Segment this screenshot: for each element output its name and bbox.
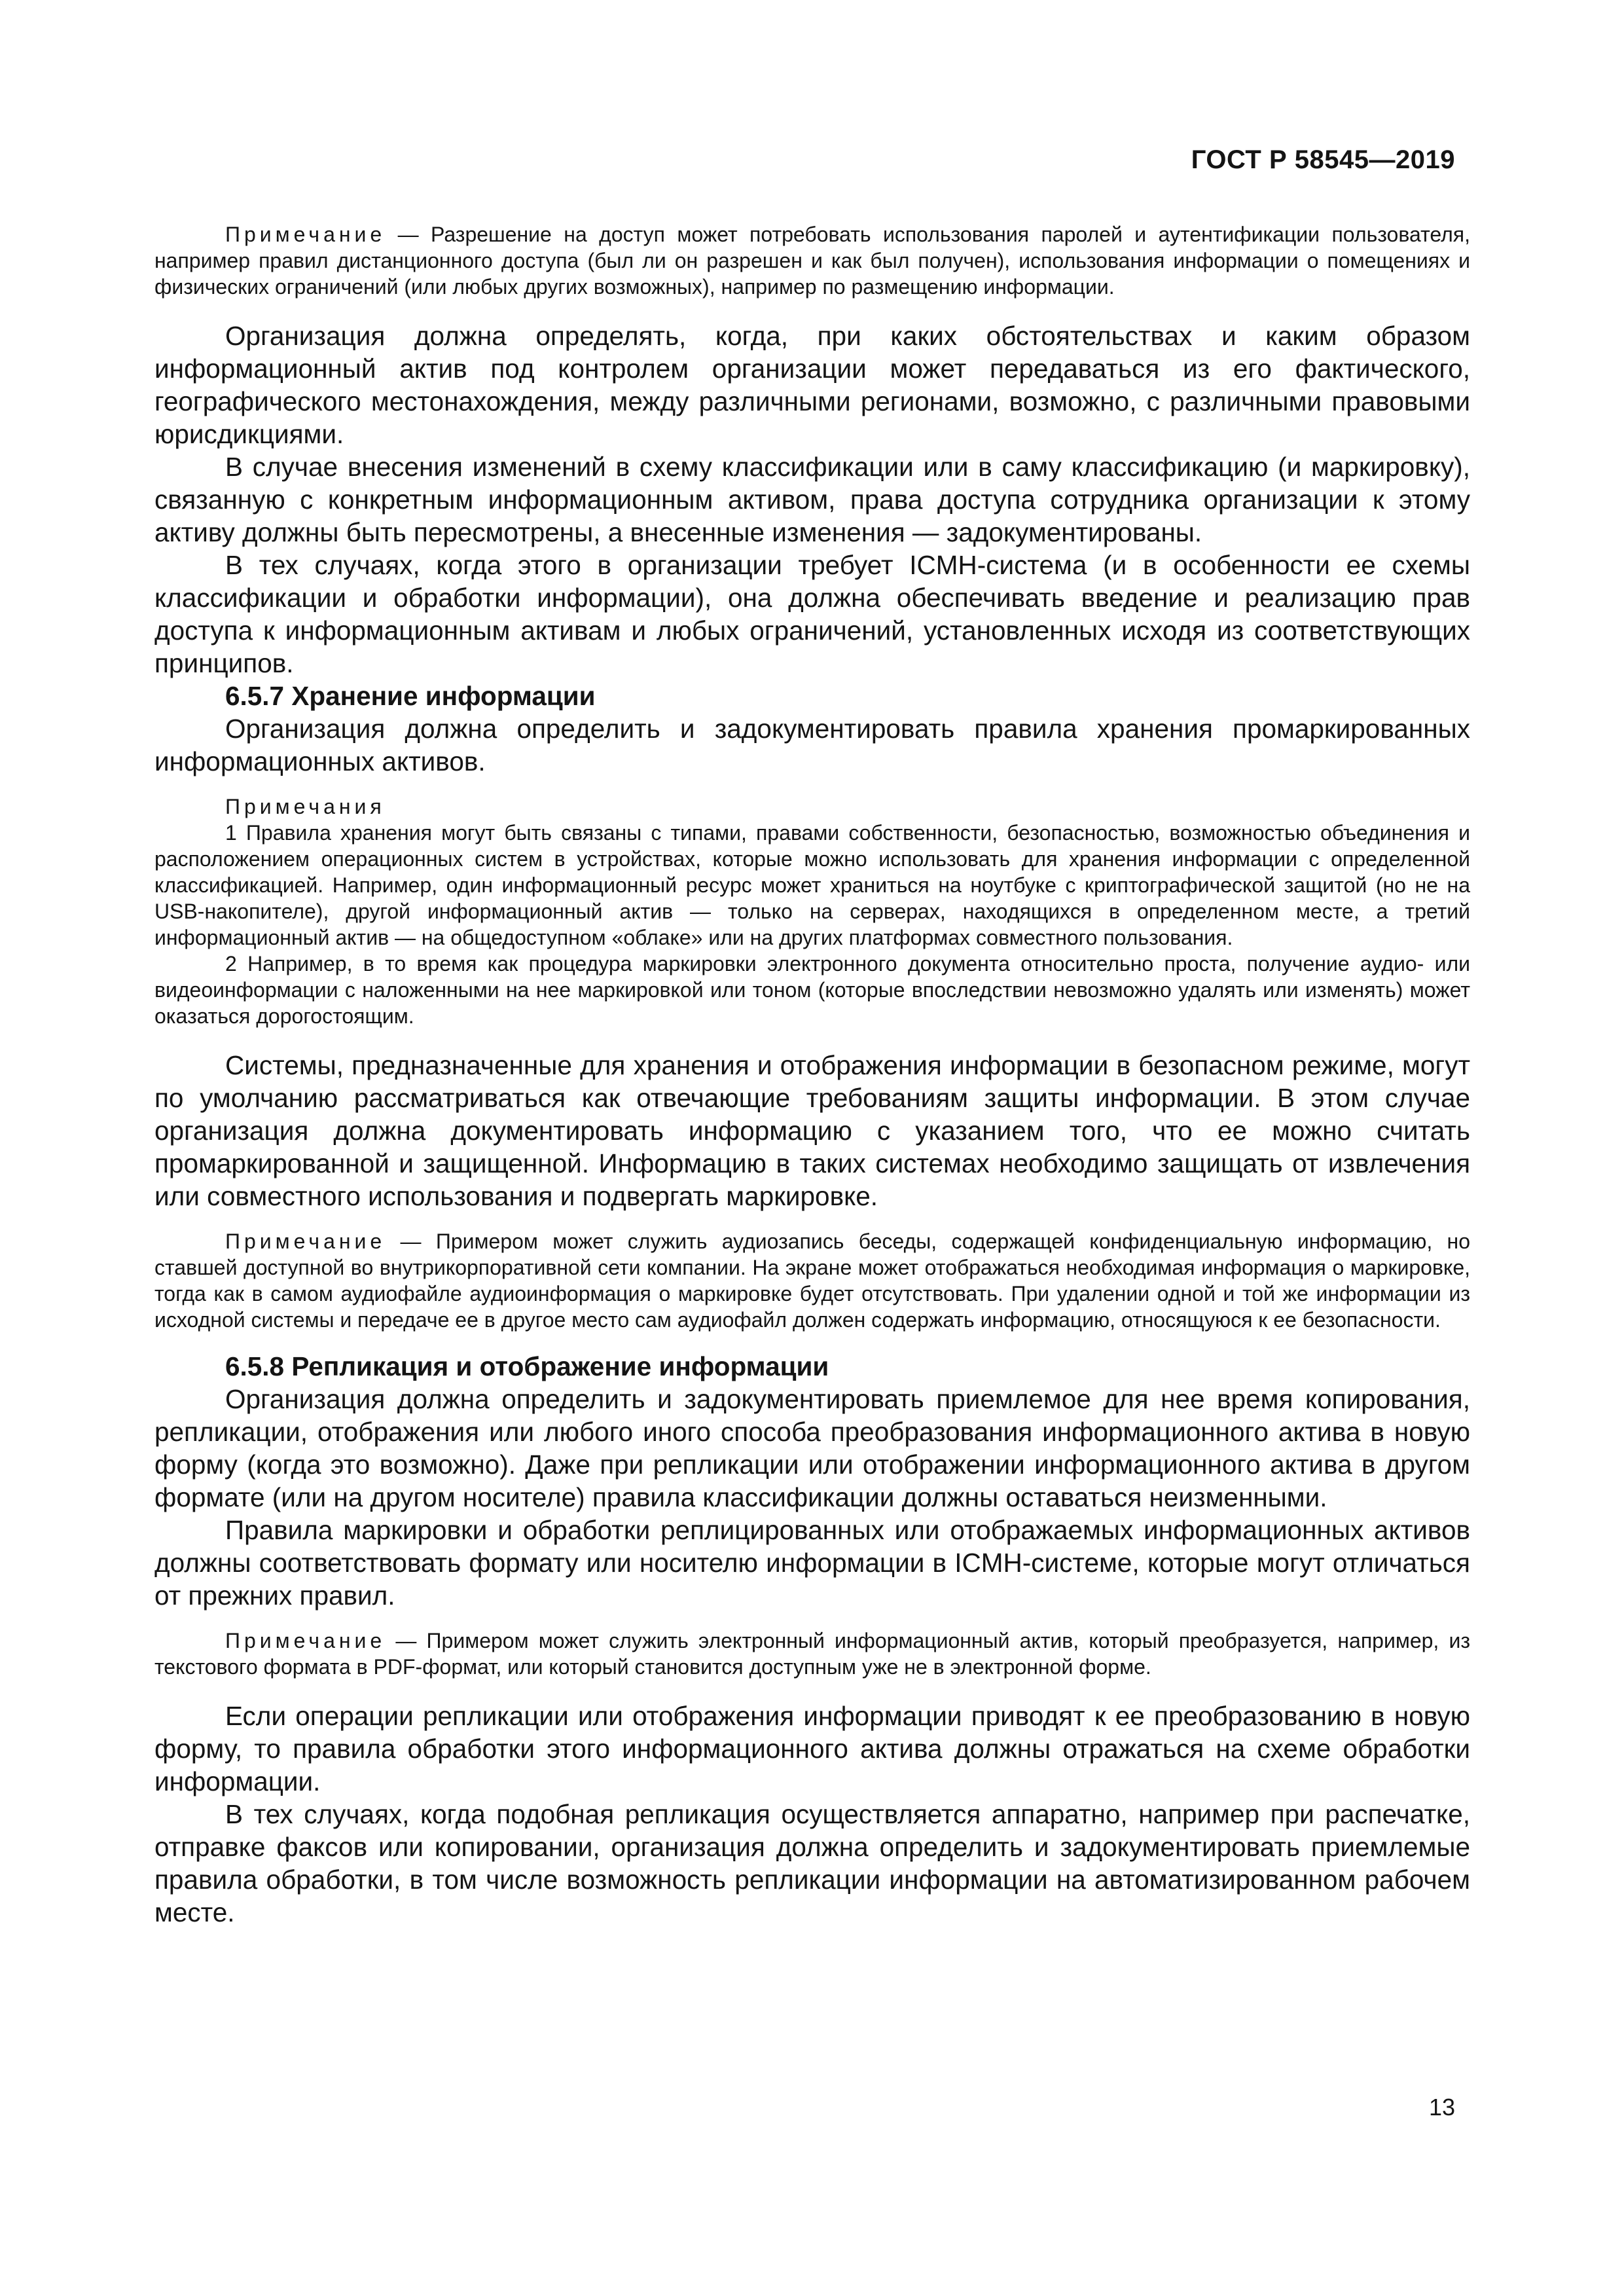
paragraph: Организация должна определить и задокументировать правила хранения промаркированных информационных активов. (154, 714, 1470, 776)
notes-label: Примечания (225, 795, 386, 818)
page-content (154, 221, 1470, 1929)
paragraph: В тех случаях, когда подобная репликация осуществляется аппаратно, например при распечатке, отправке факсов или копировании, организация должна определить и задокументировать приемлемые правила обработки, в том числе возможность репликации информации на автоматизированном рабочем месте. (154, 1799, 1470, 1927)
paragraph: Правила маркировки и обработки реплицированных или отображаемых информационных активов должны соответствовать формату или носителю информации в ICMH-системе, которые могут отличаться от прежних правил. (154, 1515, 1470, 1611)
section-heading-6-5-8: 6.5.8 Репликация и отображение информации (225, 1351, 829, 1381)
note-text: — Примером может служить электронный информационный актив, который преобразуется, например, из текстового формата в PDF-формат, или который становится доступным уже не в электронной форме. (154, 1629, 1470, 1679)
note-label: Примечание (225, 1230, 386, 1253)
paragraph: В случае внесения изменений в схему классификации или в саму классификацию (и маркировку), связанную с конкретным информационным активом, права доступа сотрудника организации к этому активу должны быть пересмотрены, а внесенные изменения — задокументированы. (154, 452, 1470, 547)
note-label: Примечание (225, 223, 386, 246)
paragraph: Организация должна определить и задокументировать приемлемое для нее время копирования, репликации, отображения или любого иного способа преобразования информационного актива в новую форму (когда это возможно). Даже при репликации или отображении информационного актива в другом формате (или на другом носителе) правила классификации должны оставаться неизменными. (154, 1384, 1470, 1512)
page-number: 13 (1428, 2094, 1455, 2121)
paragraph: Системы, предназначенные для хранения и отображения информации в безопасном режиме, могут по умолчанию рассматриваться как отвечающие требованиям защиты информации. В этом случае организация должна документировать информацию с указанием того, что ее можно считать промаркированной и защищенной. Информацию в таких системах необходимо защищать от извлечения или совместного использования и подвергать маркировке. (154, 1050, 1470, 1211)
note-access (154, 221, 1470, 300)
note-pdf (154, 1628, 1470, 1680)
note-label: Примечание (225, 1629, 386, 1652)
document-id-header: ГОСТ Р 58545—2019 (1191, 145, 1455, 174)
note-text: — Разрешение на доступ может потребовать использования паролей и аутентификации пользователя, например правил дистанционного доступа (был ли он разрешен и как был получен), использования информации о помещениях и физических ограничений (или любых других возможных), например по размещению информации. (154, 223, 1470, 299)
paragraph: Если операции репликации или отображения информации приводят к ее преобразованию в новую форму, то правила обработки этого информационного актива должны отражаться на схеме обработки информации. (154, 1701, 1470, 1796)
note-item: 2 Например, в то время как процедура маркировки электронного документа относительно проста, получение аудио- или видеоинформации с наложенными на нее маркировкой или тоном (которые впоследствии невозможно удалять или изменять) может оказаться дорогостоящим. (154, 952, 1470, 1028)
section-heading-6-5-7: 6.5.7 Хранение информации (225, 681, 596, 711)
paragraph: Организация должна определять, когда, при каких обстоятельствах и каким образом информационный актив под контролем организации может передаваться из его фактического, географического местонахождения, между различными регионами, возможно, с различными правовыми юрисдикциями. (154, 321, 1470, 449)
note-item: 1 Правила хранения могут быть связаны с типами, правами собственности, безопасностью, возможностью объединения и расположением операционных систем в устройствах, которые можно использовать для хранения информации с определенной классификацией. Например, один информационный ресурс может храниться на ноутбуке с криптографической защитой (но не на USB-накопителе), другой информационный актив — только на серверах, находящихся в определенном месте, а третий информационный актив — на общедоступном «облаке» или на других платформах совместного пользования. (154, 821, 1470, 949)
note-audio (154, 1228, 1470, 1333)
note-text: — Примером может служить аудиозапись беседы, содержащей конфиденциальную информацию, но ставшей доступной во внутрикорпоративной сети компании. На экране может отображаться необходимая информация о маркировке, тогда как в самом аудиофайле аудиоинформация о маркировке будет отсутствовать. При удалении одной и той же информации из исходной системы и передаче ее в другое место сам аудиофайл должен содержать информацию, относящуюся к ее безопасности. (154, 1230, 1470, 1332)
paragraph: В тех случаях, когда этого в организации требует ICMH-система (и в особенности ее схемы классификации и обработки информации), она должна обеспечивать введение и реализацию прав доступа к информационным активам и любых ограничений, установленных исходя из соответствующих принципов. (154, 550, 1470, 678)
